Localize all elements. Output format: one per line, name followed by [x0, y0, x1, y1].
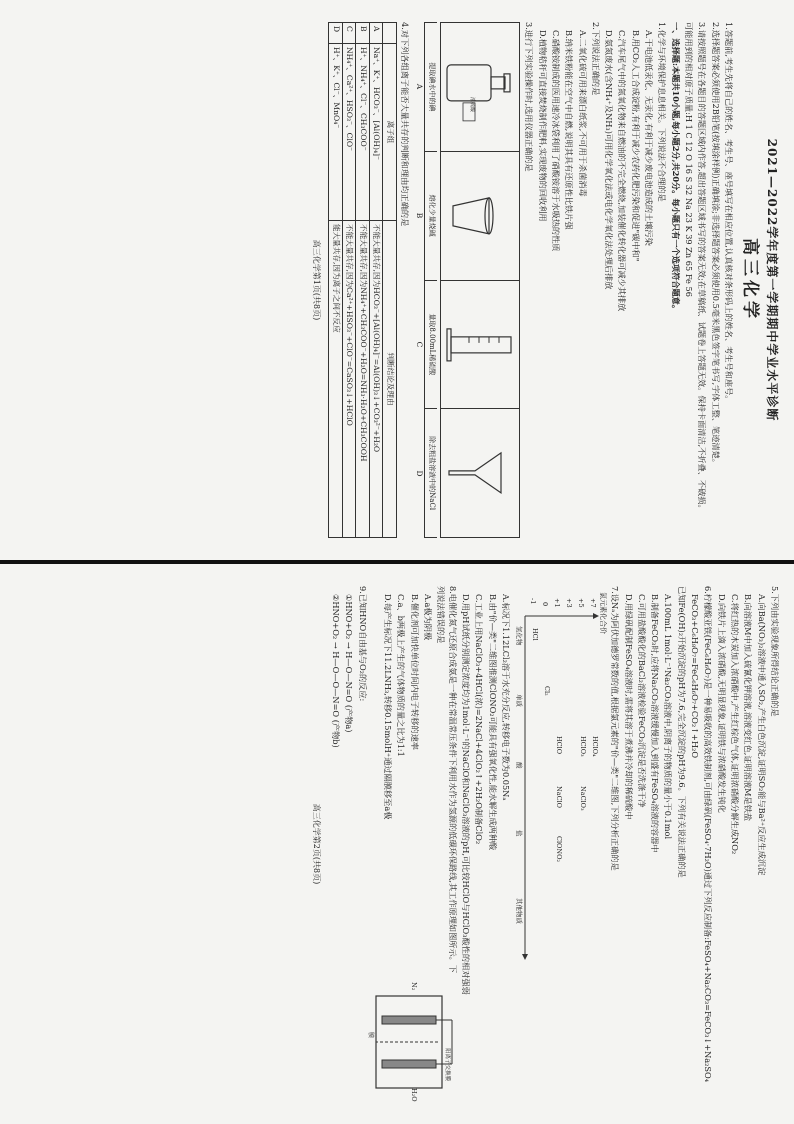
q4-table-header [383, 23, 396, 538]
section-1-heading: 一、选择题:本题共10小题,每小题2分,共20分。每小题只有一个选项符合题意。 [670, 22, 681, 314]
q1-option-c: C.汽车尾气中的氮氧化物来自燃油的不完全燃烧,加装催化转化器可减少其排放 [617, 30, 628, 312]
q3-apparatus-c [441, 281, 519, 410]
q3-label-a: A [415, 83, 425, 90]
q5-option-b: B.向溶液M中加入硫氰化钾溶液,溶液变红色,证明溶液M是铁盐 [743, 594, 754, 822]
q4-row-d-ions: H⁺、K⁺、Cl⁻、MnO₄⁻ [329, 44, 342, 221]
q5-stem: 5.下列由实验现象所得结论正确的是 [770, 586, 780, 717]
q7-species-hclo: HClO [554, 736, 563, 755]
q6-stem: 6.柠檬酸亚铁(FeC₆H₆O₇)是一种易吸收的高效铁制剂,可由绿矾(FeSO₄·7H₂O)通过下列反应制备:FeSO₄+Na₂CO₃=FeCO₃↓+Na₂SO₄ [703, 586, 714, 1083]
funnel-icon [441, 409, 519, 537]
q5-option-c: C.将红热的木炭加入浓硝酸中,产生红棕色气体,证明浓硝酸分解生成NO₂ [730, 594, 741, 855]
q7-species-hclo3: HClO₃ [578, 736, 587, 757]
q7-species-cl2: Cl₂ [542, 686, 551, 696]
q8-option-b: B.催化剂可加快单位时间内电子转移的速率 [409, 594, 420, 750]
q7-cat-other: 其他物质 [514, 898, 523, 924]
q8-text [368, 586, 458, 974]
q4-row-a-conclusion: 不能大量共存,因为HCO₃⁻+[Al(OH)₄]⁻=Al(OH)₃↓+CO₃²⁻+H₂O [369, 221, 382, 538]
q3-op-a: 提取碘水中的碘 [425, 23, 437, 152]
q4-row-a-letter: A [369, 23, 382, 44]
q7-option-d: D.用pH试纸分别测定浓度均为1mol·L⁻¹的NaClO和NaClO₃溶液的pH,可比较HClO与HClO₃酸性的相对强弱 [461, 594, 471, 995]
q8-stem: 8.电催化氮气还原合成氨是一种在常温常压条件下利用水作为氢源的低碳环保路线,其工作原理如图所示。下列说法错误的是 [436, 586, 458, 974]
q7-stem: 7.设Nₐ为阿伏加德罗常数的值,根据氯元素的"价—类"二维图,下列分析正确的是 [610, 586, 621, 871]
q3-apparatus-a [441, 23, 519, 152]
q7-species-naclo: NaClO [554, 786, 563, 808]
q3-label-d: D [415, 470, 425, 477]
table-row [356, 23, 369, 538]
atomic-masses: 可能用到的相对原子质量:H 1 C 12 O 16 S 32 Na 23 K 39 Zn 65 Fe 56 [684, 22, 695, 297]
q8-label-exchange-membrane: 阳离子交换膜 [443, 1048, 450, 1082]
q4-table [328, 22, 396, 538]
q7-valence-diagram [515, 586, 607, 1102]
q7-species-clono2: ClONO₂ [554, 836, 563, 863]
q7-species-hclo4: HClO₄ [590, 736, 599, 757]
q3-apparatus-row [440, 22, 520, 538]
q7-chart-title: 氯元素化合价 [598, 592, 607, 634]
q1-option-d: D.氨氮废水(含NH₄⁺及NH₃)可用化学氧化法或电化学氧化法处理后排放 [604, 30, 615, 290]
q7-valence-plus5: +5 [576, 598, 585, 608]
table-row [329, 23, 342, 538]
q4-row-c-conclusion: 不能大量共存,因为Ca²⁺+HSO₃⁻+ClO⁻=CaSO₃↓+HClO [342, 221, 355, 538]
exam-title: 2021—2022学年度第一学期期中学业水平诊断 [765, 138, 779, 422]
q3-apparatus-d [441, 409, 519, 537]
q3-operations-row [424, 22, 437, 538]
q7-valence-minus1: -1 [528, 598, 537, 605]
q3-op-d: 除去粗盐溶液中的NaCl [428, 436, 436, 511]
page-2-column [311, 586, 780, 1102]
q4-row-b-conclusion: 不能大量共存,因为NH₄⁺+CH₃COO⁻+H₂O=NH₃·H₂O+CH₃COOH [356, 221, 369, 538]
q2-option-c: C.硝酸铵制成的医用速冷冰袋利用了硝酸铵溶于水吸热的性质 [550, 30, 561, 252]
q7-cat-acid: 酸 [514, 762, 523, 769]
q7-valence-zero: 0 [540, 602, 549, 607]
q4-row-b-letter: B [356, 23, 369, 44]
q2-option-b: B.纳米铁粉能在空气中自燃,说明其具有还原性比铁片强 [564, 30, 575, 230]
page-2-footer: 高三化学第2页(共8页) [311, 803, 321, 885]
page-2-rotated-content [0, 564, 794, 1124]
q8-option-c: C.a、b两极上产生的气体物质的量之比为1:1 [396, 594, 407, 757]
q7-option-a: A.标况下1.12LCl₂溶于水充分反应,转移电子数为0.05Nₐ [500, 594, 511, 801]
q2-option-d: D.植物秸秆可直接焚烧制作肥料,实现废物的回收利用 [537, 30, 548, 222]
q7-cat-hydride: 氢化物 [514, 626, 523, 646]
crucible-icon [441, 152, 519, 280]
q3-stem: 3.进行下列实验操作时,选用仪器正确的是 [524, 22, 535, 172]
q7-species-naclo3: NaClO₃ [578, 786, 587, 811]
q5-option-d: D.向铁片上滴入浓硝酸,无明显现象,证明铁与浓硝酸发生钝化 [716, 594, 727, 813]
q7-species-hcl: HCl [530, 628, 539, 641]
q2-stem: 2.下列说法正确的是 [590, 22, 601, 96]
note-2: 2.选择题答案必须使用2B铅笔(按填涂样例)正确填涂;非选择题答案必须使用0.5毫米黑色签字笔书写,字体工整、笔迹清楚。 [710, 22, 721, 467]
q7-option-b: B.由"价—类"二维图推测ClONO₂可能具有强氧化性,能水解生成两种酸 [487, 594, 498, 851]
q8-option-d: D.每产生标况下11.2LNH₃,转移0.15molH⁺通过隔膜移至a极 [383, 594, 394, 820]
q3-op-c: 量取8.00mL稀硫酸 [425, 281, 437, 410]
q7-cat-salt: 盐 [514, 830, 523, 837]
reagent-bottle-icon [441, 23, 519, 151]
page-1-column [311, 22, 780, 538]
q8-label-n2: N₂ [409, 982, 418, 991]
page-1-rotated-content [0, 0, 794, 560]
q4-header-ions: 离子组 [383, 44, 396, 221]
q7-option-c: C.工业上用NaClO₃+4HCl(浓)=2NaCl+4ClO₂↑+2H₂O制备ClO₂ [474, 594, 485, 845]
q4-row-d-conclusion: 能大量共存,因为离子之间不反应 [329, 221, 342, 538]
q7-axes [515, 586, 599, 966]
q4-header-conclusion: 判断结论及理由 [383, 221, 396, 538]
q8-label-h2o: H₂O [409, 1088, 418, 1102]
q8-option-a: A.a极为阴极 [423, 594, 434, 641]
q1-option-b: B.用CO₂人工合成淀粉,有利于减少农药化肥污染和促进"碳中和" [630, 30, 641, 262]
q9-equation-2: ②HNO+O₂ → H—O—O—N=O (产物b) [331, 594, 342, 748]
table-row [342, 23, 355, 538]
note-3: 3.请按照题号在各题目的答题区域内作答,超出答题区域书写的答案无效;在草稿纸、试题卷上答题无效。保持卡面清洁,不折叠、不破损。 [697, 22, 708, 513]
q8-electrolysis-diagram [368, 982, 458, 1102]
q1-option-a: A.干电池低汞化、无汞化,有利于减少废电池造成的土壤污染 [644, 30, 655, 246]
q9-equation-1: ①HNO+O₂ → H—O—N=O (产物a) [344, 594, 355, 733]
electrolytic-cell-icon [368, 982, 458, 1102]
q4-row-b-ions: H⁺、NH₄⁺、Cl⁻、CH₃COO⁻ [356, 44, 369, 221]
q6-extra: 已知Fe(OH)₂开始沉淀的pH为7.6,完全沉淀的pH为9.6。下列有关说法正确的是 [676, 586, 687, 878]
q6-equation-2: FeCO₃+C₆H₈O₇=FeC₆H₆O₇+CO₂↑+H₂O [690, 594, 701, 759]
q3-label-c: C [415, 341, 425, 348]
q3-label-b: B [415, 212, 425, 219]
q6-option-a: A.100mL 1mol·L⁻¹Na₂CO₃溶液中,阴离子的物质的量小于0.1mol [663, 594, 674, 840]
q3-labels-row [414, 22, 424, 538]
q7-valence-plus7: +7 [588, 598, 597, 608]
exam-page-1 [0, 0, 794, 560]
exam-page-2 [0, 564, 794, 1124]
q4-stem: 4.对下列各组离子能否大量共存的判断和理由均正确的是 [400, 22, 410, 227]
q4-row-c-letter: C [342, 23, 355, 44]
q5-option-a: A.向Ba(NO₃)₂溶液中通入SO₂,产生白色沉淀,证明SO₂能与Ba²⁺反应生成沉淀 [756, 594, 767, 876]
q6-option-d: D.用绿矾配制FeSO₄溶液时,需将其溶于煮沸并冷却的稀硫酸中 [623, 594, 634, 820]
q8-block [368, 586, 458, 1102]
q6-option-b: B.制备FeCO₃时,应将Na₂CO₃溶液缓慢加入到盛有FeSO₄溶液的容器中 [650, 594, 661, 853]
q2-option-a: A.二氧化硫可用来漂白纸浆,不可用于杀菌消毒 [577, 30, 588, 197]
q4-row-a-ions: Na⁺、K⁺、HCO₃⁻、[Al(OH)₄]⁻ [369, 44, 382, 221]
q8-label-membrane: 膜 [366, 1032, 374, 1039]
exam-subject: 高三化学 [740, 238, 761, 322]
q7-valence-plus1: +1 [552, 598, 561, 608]
q3-apparatus-b [441, 152, 519, 281]
page-1-footer: 高三化学第1页(共8页) [312, 239, 322, 321]
q7-category-axis [514, 626, 523, 966]
q4-header-letter [383, 23, 396, 44]
q7-valence-plus3: +3 [564, 598, 573, 608]
q1-stem: 1.化学与环境保护息息相关。下列说法不合理的是 [657, 22, 668, 202]
q4-row-c-ions: NH₄⁺、Ca²⁺、HSO₃⁻、ClO⁻ [342, 44, 355, 221]
table-row [369, 23, 382, 538]
q3-bottle-label: 浓硫酸 [469, 97, 475, 113]
note-1: 1.答题前,考生先将自己的姓名、考生号、座号填写在相应位置,认真核对条形码上的姓名、考生号和座号。 [724, 22, 734, 404]
graduated-cylinder-icon [441, 281, 519, 409]
q7-cat-element: 单质 [514, 694, 523, 707]
q4-row-d-letter: D [329, 23, 342, 44]
q6-option-c: C.可用盐酸酸化的BaCl₂溶液检验FeCO₃沉淀是否洗涤干净 [636, 594, 647, 808]
q9-stem: 9.已知HNO自由基与O₂的反应: [357, 586, 368, 702]
q3-op-b: 熔化少量烧碱 [425, 152, 437, 281]
